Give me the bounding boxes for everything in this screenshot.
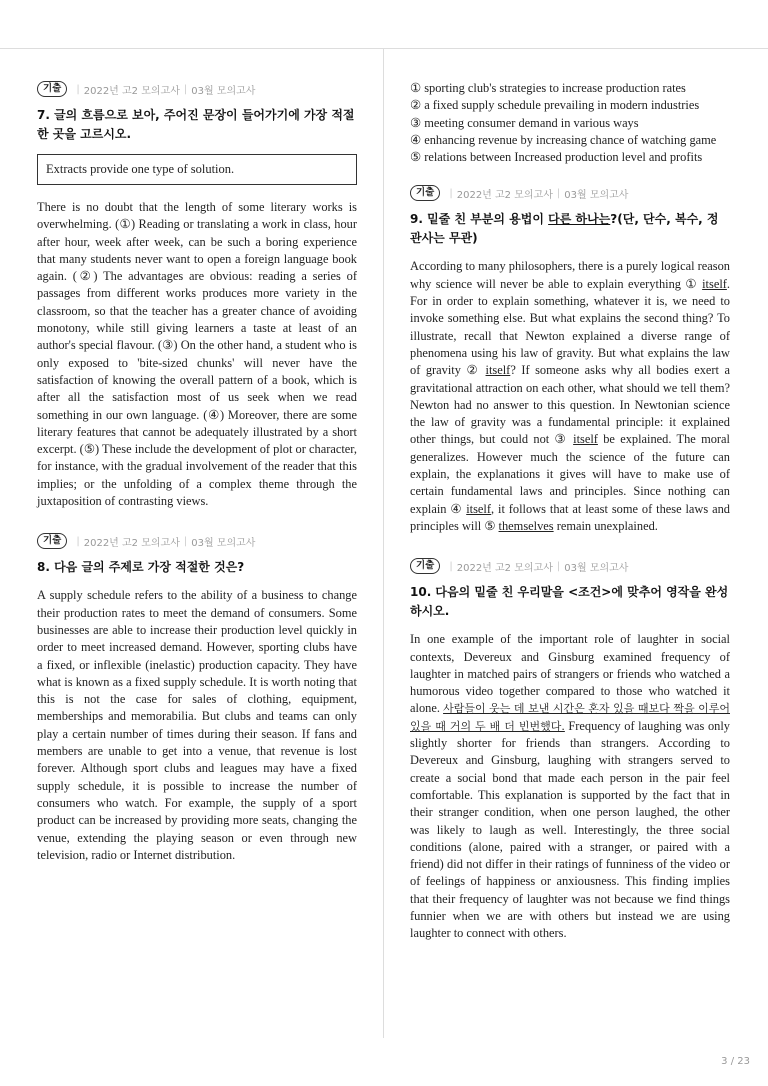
question-7 xyxy=(37,80,357,510)
passage: In one example of the important role of laughter in social contexts, Devereux and Ginsburg examined frequency of laughter in matched pairs of strangers or friends who watched a humorous video together compared to those who watched it alone. 사람들이 웃는 데 보낸 시간은 혼자 있을 때보다 짝을 이루어 있을 때 거의 두 배 더 빈번했다. Frequency of laughing was only slightly shorter for friends than strangers. According to Devereux and Ginsburg, laughing with strangers served to create a social bond that made each person in the pair feel comfortable. This explanation is supported by the fact that in their stranger condition, when one person laughed, the other was likely to laugh as well. Interestingly, the three social conditions (alone, paired with a stranger, or paired with a friend) did not differ in their ratings of funniness of the video or of feelings of happiness or anxiousness. This finding implies that their frequency of laughter was not because we find things funnier when we are with others but instead we are using laughter to connect with others. xyxy=(410,632,730,941)
exam-month: 03월 모의고사 xyxy=(564,562,629,574)
option-1[interactable]: ① sporting club's strategies to increase production rates xyxy=(410,81,686,95)
exam-tag: 기출 xyxy=(37,81,67,97)
question-meta: 기출 | 2022년 고2 모의고사 | 03월 모의고사 xyxy=(37,532,357,550)
question-meta: 기출 | 2022년 고2 모의고사 | 03월 모의고사 xyxy=(37,80,357,98)
underline-2: itself xyxy=(485,363,511,378)
question-9 xyxy=(410,184,730,535)
question-meta: 기출 | 2022년 고2 모의고사 | 03월 모의고사 xyxy=(410,184,730,202)
question-10 xyxy=(410,557,730,942)
exam-tag: 기출 xyxy=(410,185,440,201)
question-meta: 기출 | 2022년 고2 모의고사 | 03월 모의고사 xyxy=(410,557,730,575)
underline-1: itself xyxy=(702,276,727,291)
underline-5: themselves xyxy=(498,518,554,533)
underlined-phrase: 다른 하나는 xyxy=(548,212,611,227)
page-number: 3 / 23 xyxy=(721,1056,750,1067)
exam-year: 2022년 고2 모의고사 xyxy=(456,189,553,201)
option-5[interactable]: ⑤ relations between Increased production level and profits xyxy=(410,150,703,165)
passage: According to many philosophers, there is a purely logical reason why science will never be able to explain everything ① itself. For in order to explain something, whatever it is, we need to invoke something else. But what explains the second thing? To illustrate, recall that Newton explained a diverse range of phenomena using his law of gravity. But what explains the law of gravity ② itself? If someone asks why all bodies exert a gravitational attraction on each other, what should we tell them? Newton had no answer to this question. In Newtonian science the law of gravity was a fundamental principle: it explained other things, but could not ③ itself be explained. The moral generalizes. However much the science of the future can explain, the explanations it gives will have to make use of certain fundamental laws and principles. Since nothing can explain ④ itself, it follows that at least some of these laws and principles will ⑤ themselves remain unexplained. xyxy=(410,259,731,533)
exam-year: 2022년 고2 모의고사 xyxy=(456,562,553,574)
top-rule xyxy=(0,48,768,49)
passage: A supply schedule refers to the ability of a business to change their production rates to meet the demand of consumers. Some businesses are able to increase their production level quickly in order to meet increased demand. However, sporting clubs have a fixed, or inflexible (inelastic) production capacity. They have what is known as a fixed supply schedule. It is worth noting that this is not the case for sales of clothing, equipment, memberships and memorabilia. But clubs and teams can only play a certain number of times during their season. If fans and members are unable to get into a venue, that revenue is lost forever. Although sport clubs and leagues may have a fixed supply schedule, it is possible to increase the number of consumers who watch. For example, the supply of a sport product can be increased by providing more seats, changing the venue, extending the playing season or even through new television, radio or Internet distribution. xyxy=(37,588,357,862)
exam-month: 03월 모의고사 xyxy=(191,537,256,549)
question-8 xyxy=(37,532,357,864)
exam-tag: 기출 xyxy=(37,533,67,549)
underline-3: itself xyxy=(573,432,598,447)
given-sentence-box: Extracts provide one type of solution. xyxy=(37,154,357,185)
question-title: 7. 글의 흐름으로 보아, 주어진 문장이 들어가기에 가장 적절한 곳을 고르시오. xyxy=(37,108,355,141)
q8-options xyxy=(410,80,730,166)
option-2[interactable]: ② a fixed supply schedule prevailing in modern industries xyxy=(410,98,700,113)
exam-month: 03월 모의고사 xyxy=(564,189,629,201)
option-4[interactable]: ④ enhancing revenue by increasing chance of watching game xyxy=(410,132,717,147)
question-title: 8. 다음 글의 주제로 가장 적절한 것은? xyxy=(37,560,245,575)
exam-month: 03월 모의고사 xyxy=(191,85,256,97)
exam-tag: 기출 xyxy=(410,558,440,574)
question-title: 9. 밑줄 친 부분의 용법이 다른 하나는?(단, 단수, 복수, 정관사는 무관) xyxy=(410,212,719,246)
exam-year: 2022년 고2 모의고사 xyxy=(83,85,180,97)
left-column xyxy=(37,80,357,882)
exam-year: 2022년 고2 모의고사 xyxy=(83,537,180,549)
underline-4: itself xyxy=(466,501,491,516)
underlined-korean: 사람들이 웃는 데 보낸 시간은 혼자 있을 때보다 짝을 이루어 있을 때 거의 두 배 더 빈번했다. xyxy=(410,702,730,733)
option-3[interactable]: ③ meeting consumer demand in various ways xyxy=(410,115,639,130)
column-divider xyxy=(383,48,384,1038)
passage: There is no doubt that the length of some literary works is overwhelming. (①) Reading or translating a work in class, hour after hour, week after week, can be such a boring experience that many students never want to open a foreign language book again. (②) The advantages are obvious: reading a series of passages from different works produces more variety in the classroom, so that the teacher has a greater chance of avoiding monotony, while still giving learners a taste at least of an author's special flavour. (③) On the other hand, a student who is only exposed to 'bite-sized chunks' will never have the satisfaction of knowing the overall pattern of a book, which is after all the satisfaction most of us seek when we read something in our own language. (④) Moreover, there are some literary features that cannot be adequately illustrated by a short excerpt. (⑤) These include the development of plot or character, for instance, with the gradual involvement of the reader that this implies; or the unfolding of a complex theme through the juxtaposition of contrasting views. xyxy=(37,200,357,509)
question-title: 10. 다음의 밑줄 친 우리말을 <조건>에 맞추어 영작을 완성하시오. xyxy=(410,585,729,619)
right-column xyxy=(410,80,730,961)
